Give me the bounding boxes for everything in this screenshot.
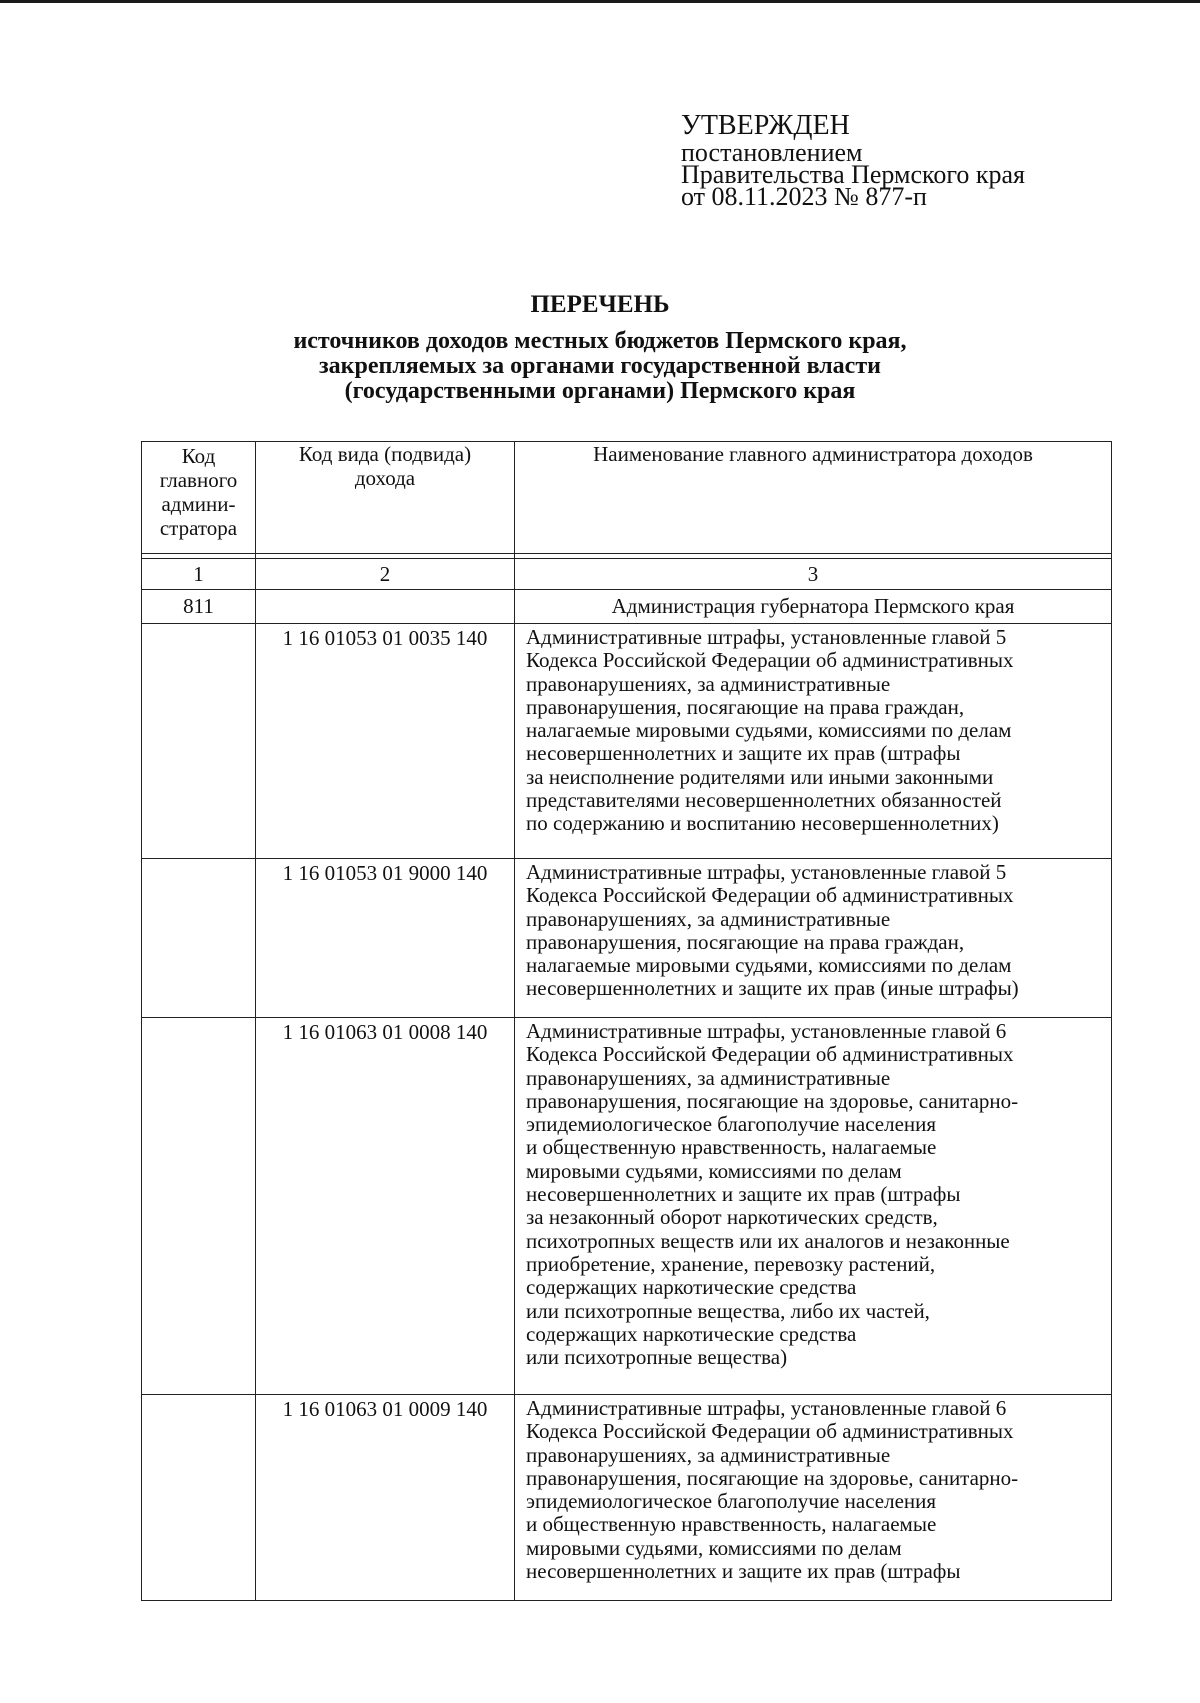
description-line: правонарушения, посягающие на здоровье, санитарно-	[526, 1465, 1019, 1490]
description-line: эпидемиологическое благополучие населения	[526, 1112, 937, 1137]
empty-admin-cell	[142, 624, 256, 859]
header-line: Код	[181, 444, 216, 468]
description-line: за неисполнение родителями или иными законными	[526, 764, 994, 789]
description-line: представителями несовершеннолетних обязанностей	[526, 788, 1002, 813]
header-line: дохода	[354, 466, 416, 490]
header-line: главного	[159, 468, 238, 492]
income-description	[515, 624, 1112, 859]
approval-stamp	[681, 110, 1025, 211]
column-number: 2	[256, 559, 515, 590]
description-line: и общественную нравственность, налагаемые	[526, 1135, 937, 1160]
column-numbers-row	[142, 559, 1112, 590]
document-title: ПЕРЕЧЕНЬ	[530, 291, 670, 318]
description-line: налагаемые мировыми судьями, комиссиями по делам	[526, 953, 1012, 978]
income-description	[515, 859, 1112, 1018]
table-row	[142, 1395, 1112, 1601]
administrator-name: Администрация губернатора Пермского края	[515, 590, 1112, 624]
income-code: 1 16 01063 01 0008 140	[256, 1018, 515, 1395]
empty-admin-cell	[142, 1018, 256, 1395]
description-line: налагаемые мировыми судьями, комиссиями по делам	[526, 718, 1012, 743]
column-number: 3	[515, 559, 1112, 590]
description-line: правонарушениях, за административные	[526, 1442, 891, 1467]
document-title-block	[0, 285, 1200, 404]
description-line: и общественную нравственность, налагаемые	[526, 1512, 937, 1537]
description-line: правонарушения, посягающие на права граждан,	[526, 929, 965, 954]
subtitle-line: источников доходов местных бюджетов Пермского края,	[293, 328, 907, 354]
header-line: стратора	[159, 516, 238, 540]
header-line: Код вида (подвида)	[298, 442, 472, 466]
description-line: несовершеннолетних и защите их прав (иные штрафы)	[526, 976, 1019, 1001]
description-line: Кодекса Российской Федерации об административных	[526, 648, 1014, 673]
approval-approved: УТВЕРЖДЕН	[681, 110, 850, 141]
column-number: 1	[142, 559, 256, 590]
subtitle-line: закрепляемых за органами государственной власти	[319, 353, 881, 379]
table-row	[142, 1018, 1112, 1395]
empty-admin-cell	[142, 859, 256, 1018]
revenue-sources-table	[141, 441, 1112, 1601]
description-line: Кодекса Российской Федерации об административных	[526, 1419, 1014, 1444]
approval-by: постановлением	[681, 138, 863, 167]
description-line: мировыми судьями, комиссиями по делам	[526, 1158, 902, 1183]
description-line: Кодекса Российской Федерации об административных	[526, 1042, 1014, 1067]
income-description	[515, 1395, 1112, 1601]
empty-admin-cell	[142, 1395, 256, 1601]
description-line: правонарушениях, за административные	[526, 671, 891, 696]
approval-date-number: от 08.11.2023 № 877-п	[681, 182, 927, 211]
page-top-edge	[0, 0, 1200, 3]
description-line: психотропных веществ или их аналогов и незаконные	[526, 1228, 1010, 1253]
description-line: за незаконный оборот наркотических средств,	[526, 1205, 938, 1230]
subtitle-line: (государственными органами) Пермского края	[344, 378, 856, 404]
description-line: правонарушениях, за административные	[526, 906, 891, 931]
description-line: несовершеннолетних и защите их прав (штрафы	[526, 1559, 961, 1584]
description-line: по содержанию и воспитанию несовершеннолетних)	[526, 811, 999, 836]
description-line: Административные штрафы, установленные главой 6	[526, 1019, 1007, 1043]
administrator-code: 811	[142, 590, 256, 624]
description-line: правонарушениях, за административные	[526, 1065, 891, 1090]
description-line: содержащих наркотические средства	[526, 1275, 857, 1300]
description-line: или психотропные вещества, либо их частей,	[526, 1298, 930, 1323]
administrator-row	[142, 590, 1112, 624]
header-admin-code	[142, 442, 256, 554]
description-line: Административные штрафы, установленные главой 5	[526, 860, 1007, 884]
description-line: содержащих наркотические средства	[526, 1321, 857, 1346]
approval-government: Правительства Пермского края	[681, 160, 1025, 189]
table-row	[142, 624, 1112, 859]
description-line: мировыми судьями, комиссиями по делам	[526, 1535, 902, 1560]
income-code: 1 16 01063 01 0009 140	[256, 1395, 515, 1601]
description-line: Кодекса Российской Федерации об административных	[526, 883, 1014, 908]
description-line: правонарушения, посягающие на права граждан,	[526, 694, 965, 719]
income-code: 1 16 01053 01 0035 140	[256, 624, 515, 859]
description-line: Административные штрафы, установленные главой 5	[526, 625, 1007, 649]
administrator-empty-cell	[256, 590, 515, 624]
header-admin-name: Наименование главного администратора доходов	[515, 442, 1112, 554]
header-line: админи-	[161, 492, 236, 516]
description-line: Административные штрафы, установленные главой 6	[526, 1396, 1007, 1420]
description-line: приобретение, хранение, перевозку растений,	[526, 1251, 936, 1276]
table-row	[142, 859, 1112, 1018]
income-description	[515, 1018, 1112, 1395]
description-line: правонарушения, посягающие на здоровье, санитарно-	[526, 1088, 1019, 1113]
description-line: несовершеннолетних и защите их прав (штрафы	[526, 741, 961, 766]
header-income-code	[256, 442, 515, 554]
income-code: 1 16 01053 01 9000 140	[256, 859, 515, 1018]
description-line: несовершеннолетних и защите их прав (штрафы	[526, 1182, 961, 1207]
table-header-row	[142, 442, 1112, 554]
description-line: или психотропные вещества)	[526, 1345, 788, 1370]
document-subtitle	[0, 329, 1200, 404]
description-line: эпидемиологическое благополучие населения	[526, 1489, 937, 1514]
